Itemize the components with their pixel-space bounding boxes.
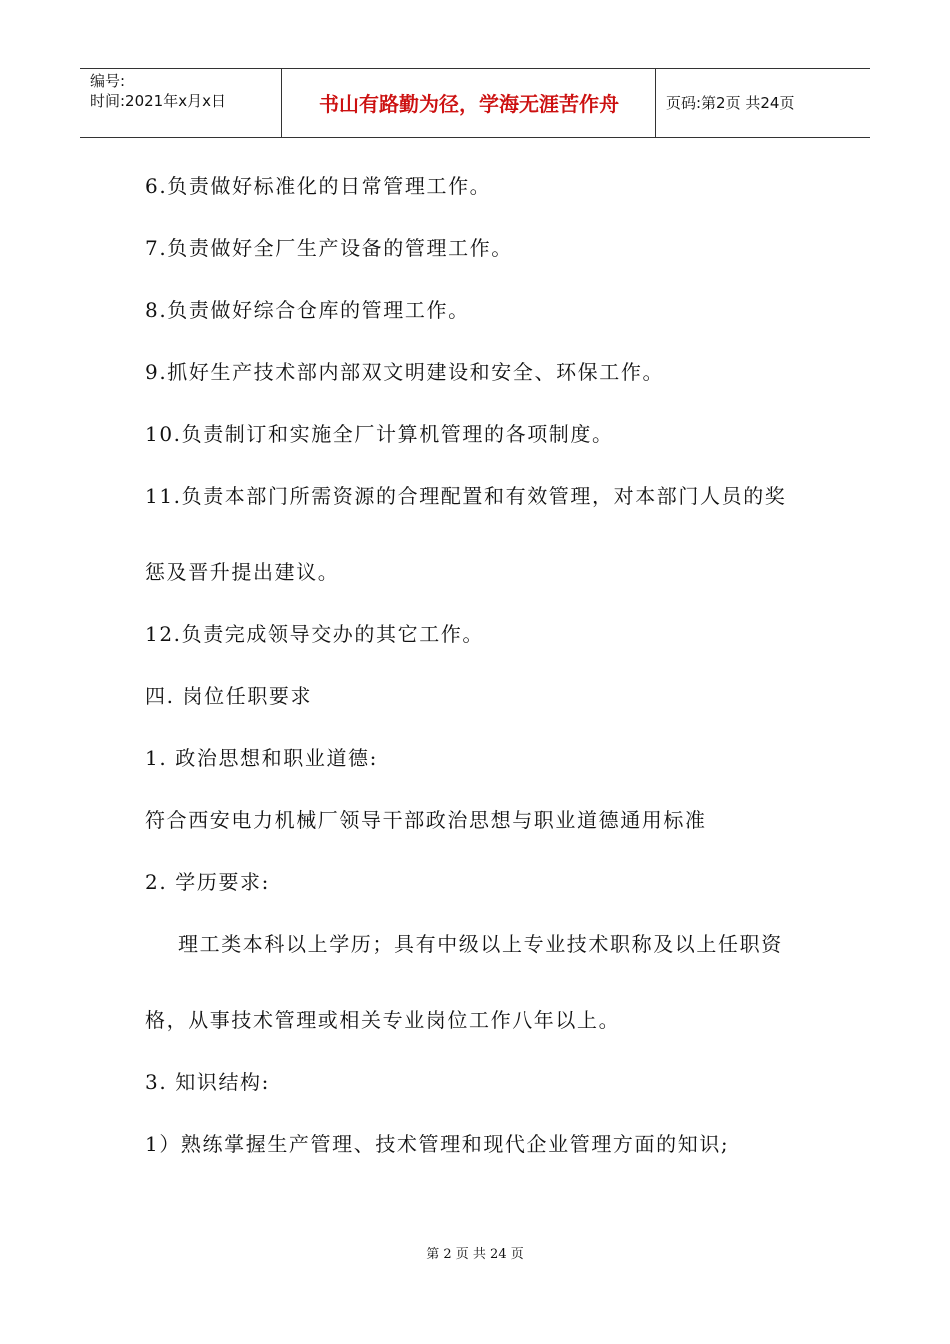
requirement-heading-1: 1. 政治思想和职业道德: [145, 746, 378, 770]
requirement-text-2: 理工类本科以上学历；具有中级以上专业技术职称及以上任职资 [178, 932, 783, 956]
duty-item-11-continued: 惩及晋升提出建议。 [145, 560, 340, 584]
header-motto: 书山有路勤为径，学海无涯苦作舟 [319, 92, 619, 116]
section-heading-requirements: 四. 岗位任职要求 [145, 684, 313, 708]
duty-item-7: 7.负责做好全厂生产设备的管理工作。 [145, 236, 513, 260]
duty-item-10: 10.负责制订和实施全厂计算机管理的各项制度。 [145, 422, 614, 446]
duty-item-9: 9.抓好生产技术部内部双文明建设和安全、环保工作。 [145, 360, 665, 384]
header-motto-cell [282, 69, 656, 137]
document-number-label: 编号: [90, 72, 126, 90]
requirement-text-1: 符合西安电力机械厂领导干部政治思想与职业道德通用标准 [145, 808, 707, 832]
header-meta-cell [80, 69, 282, 137]
requirement-text-3-item-1: 1）熟练掌握生产管理、技术管理和现代企业管理方面的知识; [145, 1132, 730, 1156]
duty-item-6: 6.负责做好标准化的日常管理工作。 [145, 174, 492, 198]
header-page-info: 页码:第2页 共24页 [666, 94, 795, 112]
requirement-heading-2: 2. 学历要求: [145, 870, 270, 894]
document-time-label: 时间:2021年x月x日 [90, 92, 226, 110]
duty-item-12: 12.负责完成领导交办的其它工作。 [145, 622, 485, 646]
duty-item-8: 8.负责做好综合仓库的管理工作。 [145, 298, 470, 322]
requirement-text-2-continued: 格，从事技术管理或相关专业岗位工作八年以上。 [145, 1008, 621, 1032]
page-header [80, 68, 870, 138]
header-page-cell [656, 69, 870, 137]
duty-item-11: 11.负责本部门所需资源的合理配置和有效管理，对本部门人员的奖 [145, 484, 787, 508]
requirement-heading-3: 3. 知识结构: [145, 1070, 270, 1094]
page-footer: 第 2 页 共 24 页 [426, 1247, 524, 1262]
